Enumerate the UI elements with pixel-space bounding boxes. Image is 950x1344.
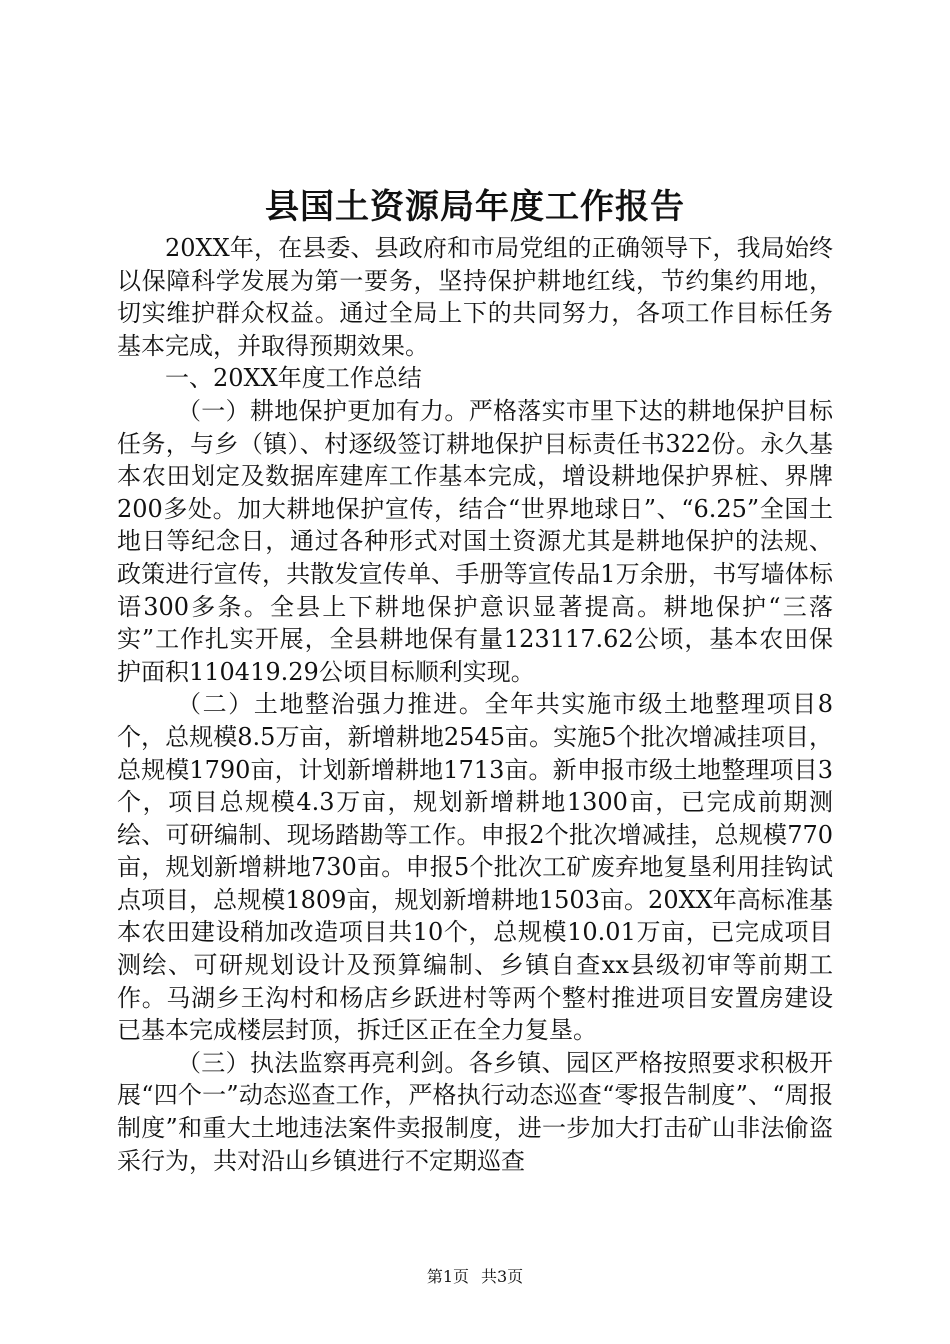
page-number: 第1页	[426, 1267, 469, 1286]
intro-paragraph: 20XX年，在县委、县政府和市局党组的正确领导下，我局始终以保障科学发展为第一要务，坚持保护耕地红线，节约集约用地，切实维护群众权益。通过全局上下的共同努力，各项工作目标任务基本完成，并取得预期效果。	[117, 234, 833, 360]
body-paragraph: （二）土地整治强力推进。全年共实施市级土地整理项目8个，总规模8.5万亩，新增耕地2545亩。实施5个批次增减挂项目，总规模1790亩，计划新增耕地1713亩。新申报市级土地整理项目3个，项目总规模4.3万亩，规划新增耕地1300亩，已完成前期测绘、可研编制、现场踏勘等工作。申报2个批次增减挂，总规模770亩，规划新增耕地730亩。申报5个批次工矿废弃地复垦利用挂钩试点项目，总规模1809亩，规划新增耕地1503亩。20XX年高标准基本农田建设稍加改造项目共10个，总规模10.01万亩，已完成项目测绘、可研规划设计及预算编制、乡镇自查xx县级初审等前期工作。马湖乡王沟村和杨店乡跃进村等两个整村推进项目安置房建设已基本完成楼层封顶，拆迁区正在全力复垦。	[117, 690, 833, 1045]
section-heading: 一、20XX年度工作总结	[165, 364, 422, 393]
body-paragraph: （三）执法监察再亮利剑。各乡镇、园区严格按照要求积极开展“四个一”动态巡查工作，严格执行动态巡查“零报告制度”、“周报制度”和重大土地违法案件卖报制度，进一步加大打击矿山非法偷盗采行为，共对沿山乡镇进行不定期巡查	[117, 1048, 833, 1175]
page-footer	[0, 1266, 950, 1288]
page-total: 共3页	[481, 1267, 524, 1286]
body-paragraph: （一）耕地保护更加有力。严格落实市里下达的耕地保护目标任务，与乡（镇）、村逐级签订耕地保护目标责任书322份。永久基本农田划定及数据库建库工作基本完成，增设耕地保护界桩、界牌200多处。加大耕地保护宣传，结合“世界地球日”、“6.25”全国土地日等纪念日，通过各种形式对国土资源尤其是耕地保护的法规、政策进行宣传，共散发宣传单、手册等宣传品1万余册，书写墙体标语300多条。全县上下耕地保护意识显著提高。耕地保护“三落实”工作扎实开展，全县耕地保有量123117.62公顷，基本农田保护面积110419.29公顷目标顺利实现。	[117, 396, 833, 686]
document-title: 县国土资源局年度工作报告	[265, 187, 685, 227]
document-body	[117, 232, 833, 1177]
